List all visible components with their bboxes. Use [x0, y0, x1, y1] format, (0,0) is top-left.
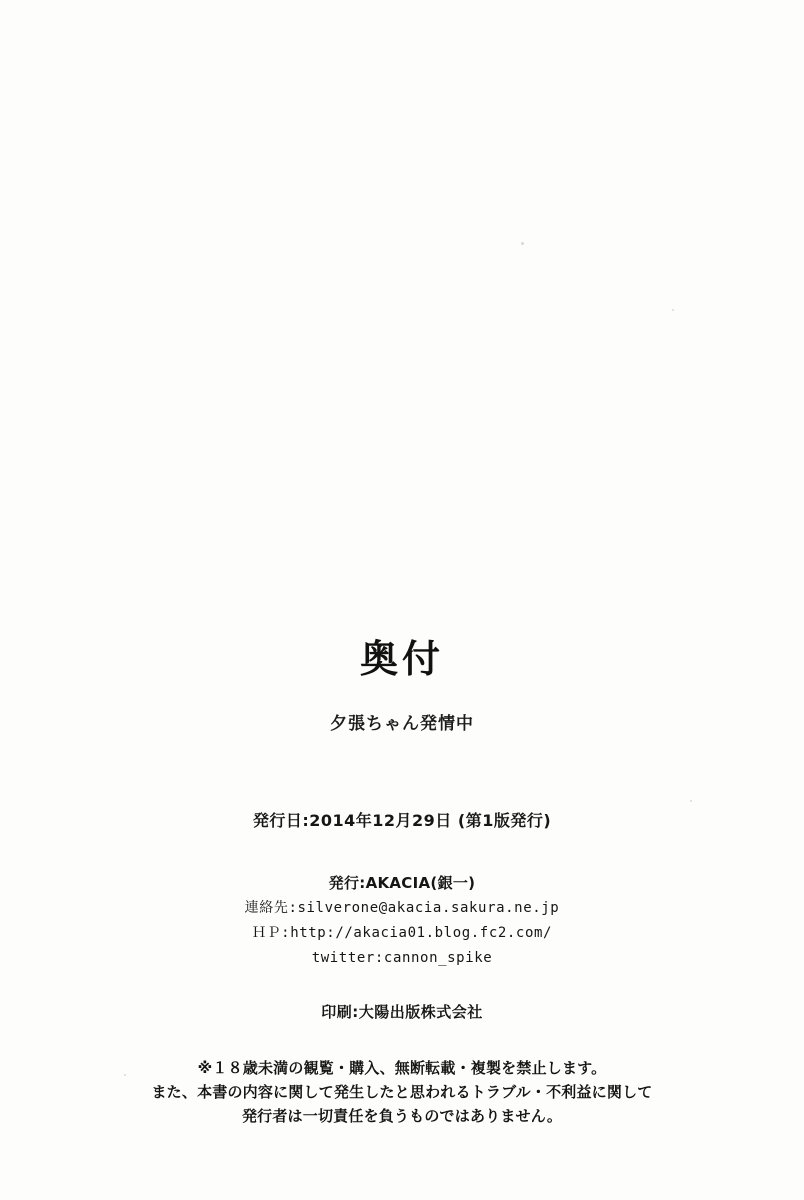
email-line: 連絡先:silverone@akacia.sakura.ne.jp — [244, 900, 560, 916]
printer-line: 印刷:大陽出版株式会社 — [321, 1003, 483, 1021]
twitter-line: twitter:cannon_spike — [311, 950, 493, 966]
paper-speck — [672, 309, 674, 311]
homepage-line: ＨＰ:http://akacia01.blog.fc2.com/ — [251, 925, 553, 941]
notice-line: ※１８歳未満の観覧・購入、無断転載・複製を禁止します。 — [197, 1059, 607, 1077]
colophon-block — [0, 637, 804, 1128]
publisher-line: 発行:AKACIA(銀一) — [328, 874, 476, 892]
page-title: 奥付 — [359, 637, 444, 681]
notice-block — [0, 1056, 804, 1128]
publication-date: 発行日:2014年12月29日 (第1版発行) — [252, 811, 552, 830]
notice-line: 発行者は一切責任を負うものではありません。 — [241, 1107, 563, 1125]
contact-block — [0, 871, 804, 971]
work-title: 夕張ちゃん発情中 — [330, 714, 474, 734]
paper-speck — [521, 242, 524, 245]
notice-line: また、本書の内容に関して発生したと思われるトラブル・不利益に関して — [151, 1083, 653, 1101]
